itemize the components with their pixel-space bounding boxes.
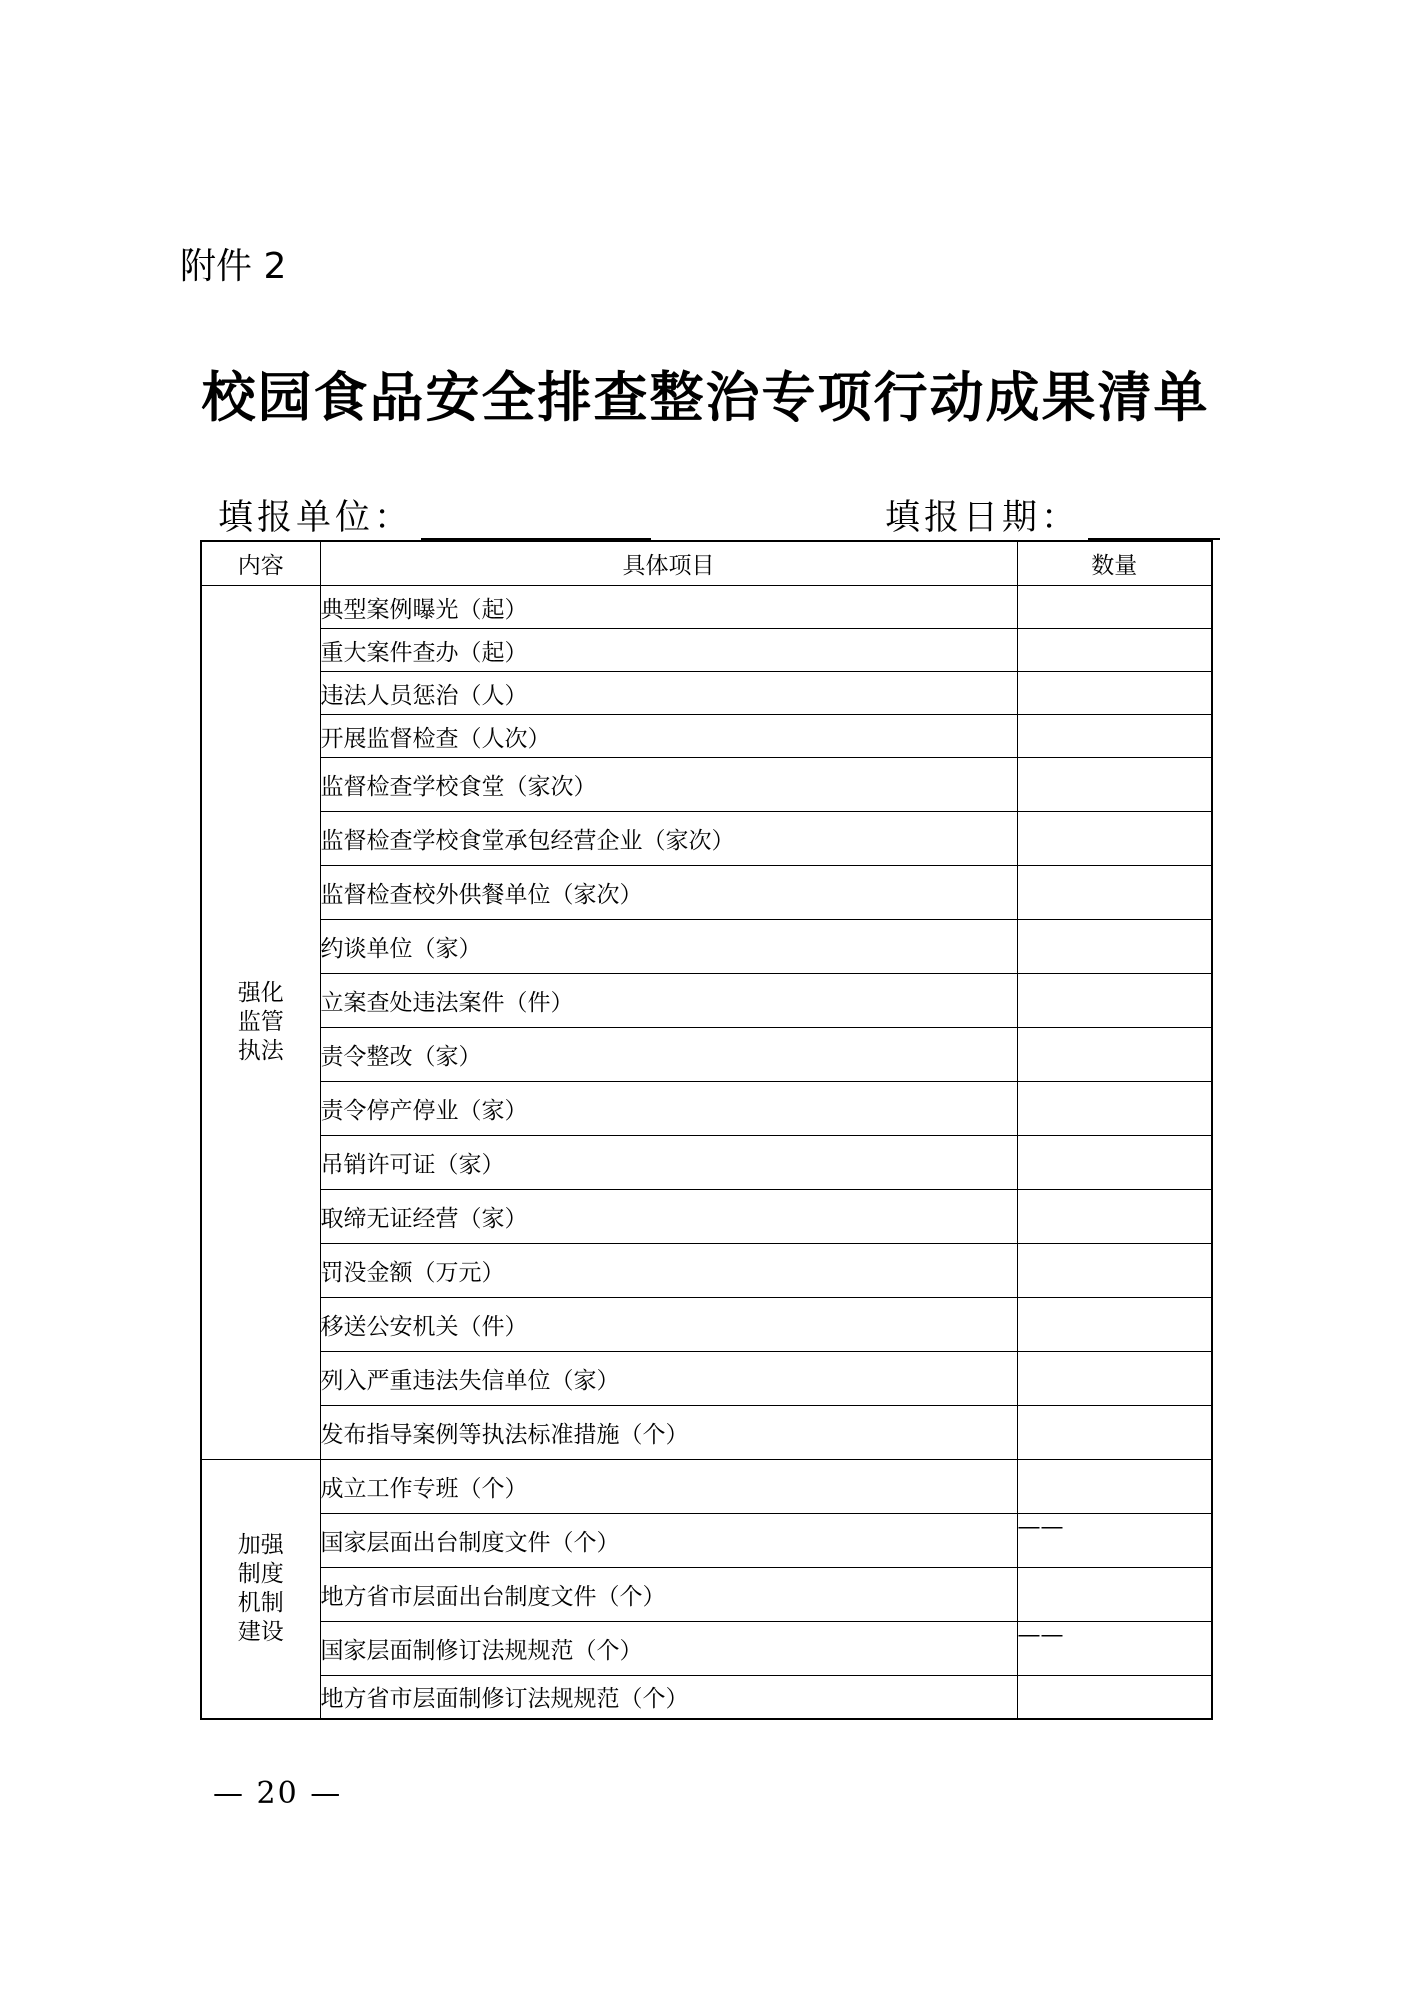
quantity-cell[interactable]: [1017, 1676, 1212, 1719]
result-table: [200, 540, 1213, 1720]
table-row: [201, 758, 1212, 812]
table-row: [201, 1028, 1212, 1082]
fill-unit-blank[interactable]: [421, 498, 651, 540]
item-cell: 国家层面制修订法规规范（个）: [320, 1622, 1017, 1676]
table-row: [201, 1568, 1212, 1622]
quantity-cell[interactable]: [1017, 586, 1212, 629]
quantity-cell[interactable]: [1017, 1460, 1212, 1514]
item-cell: 典型案例曝光（起）: [320, 586, 1017, 629]
item-cell: 列入严重违法失信单位（家）: [320, 1352, 1017, 1406]
table-row: [201, 1352, 1212, 1406]
quantity-cell[interactable]: [1017, 672, 1212, 715]
page-number: — 20 —: [213, 1776, 343, 1811]
item-cell: 立案查处违法案件（件）: [320, 974, 1017, 1028]
table-row: [201, 715, 1212, 758]
header-item: 具体项目: [320, 541, 1017, 586]
quantity-cell[interactable]: [1017, 1082, 1212, 1136]
group-cell: [201, 1460, 320, 1719]
quantity-cell[interactable]: [1017, 1352, 1212, 1406]
fill-date-blank[interactable]: [1088, 498, 1220, 540]
table-row: [201, 1298, 1212, 1352]
quantity-cell[interactable]: [1017, 1190, 1212, 1244]
quantity-cell[interactable]: ——: [1017, 1622, 1212, 1676]
table-row: [201, 866, 1212, 920]
group-label: 加强制度机制建设: [237, 1531, 284, 1645]
table-row: [201, 812, 1212, 866]
quantity-cell[interactable]: [1017, 1028, 1212, 1082]
table-row: [201, 1082, 1212, 1136]
table-row: [201, 1244, 1212, 1298]
table-row: [201, 974, 1212, 1028]
item-cell: 约谈单位（家）: [320, 920, 1017, 974]
quantity-cell[interactable]: [1017, 812, 1212, 866]
item-cell: 国家层面出台制度文件（个）: [320, 1514, 1017, 1568]
table-row: [201, 1406, 1212, 1460]
quantity-cell[interactable]: [1017, 629, 1212, 672]
quantity-cell[interactable]: [1017, 1406, 1212, 1460]
fill-unit-label: 填报单位：: [218, 498, 414, 538]
item-cell: 移送公安机关（件）: [320, 1298, 1017, 1352]
quantity-cell[interactable]: [1017, 1136, 1212, 1190]
quantity-cell[interactable]: [1017, 920, 1212, 974]
header-content: 内容: [201, 541, 320, 586]
quantity-cell[interactable]: [1017, 866, 1212, 920]
item-cell: 责令停产停业（家）: [320, 1082, 1017, 1136]
item-cell: 罚没金额（万元）: [320, 1244, 1017, 1298]
table-row: [201, 1136, 1212, 1190]
item-cell: 开展监督检查（人次）: [320, 715, 1017, 758]
document-title: 校园食品安全排查整治专项行动成果清单: [201, 366, 1210, 429]
fill-date-label: 填报日期：: [885, 498, 1081, 538]
quantity-cell[interactable]: [1017, 974, 1212, 1028]
table-row: [201, 1676, 1212, 1719]
quantity-cell[interactable]: [1017, 1244, 1212, 1298]
item-cell: 取缔无证经营（家）: [320, 1190, 1017, 1244]
header-quantity: 数量: [1017, 541, 1212, 586]
fill-date-field: [885, 490, 1220, 540]
item-cell: 监督检查学校食堂（家次）: [320, 758, 1017, 812]
fill-unit-field: [218, 490, 651, 540]
table-row: [201, 1190, 1212, 1244]
group-label: 强化监管执法: [237, 980, 284, 1064]
item-cell: 监督检查校外供餐单位（家次）: [320, 866, 1017, 920]
table-header-row: [201, 541, 1212, 586]
table-row: [201, 920, 1212, 974]
table-row: [201, 629, 1212, 672]
quantity-cell[interactable]: [1017, 1298, 1212, 1352]
quantity-cell[interactable]: [1017, 758, 1212, 812]
table-row: [201, 1514, 1212, 1568]
table-row: [201, 672, 1212, 715]
attachment-label: 附件 2: [180, 246, 287, 287]
item-cell: 重大案件查办（起）: [320, 629, 1017, 672]
quantity-cell[interactable]: [1017, 715, 1212, 758]
table-body: [201, 586, 1212, 1719]
item-cell: 吊销许可证（家）: [320, 1136, 1017, 1190]
item-cell: 监督检查学校食堂承包经营企业（家次）: [320, 812, 1017, 866]
table-row: [201, 586, 1212, 629]
group-cell: [201, 586, 320, 1460]
item-cell: 违法人员惩治（人）: [320, 672, 1017, 715]
item-cell: 地方省市层面制修订法规规范（个）: [320, 1676, 1017, 1719]
quantity-cell[interactable]: ——: [1017, 1514, 1212, 1568]
item-cell: 发布指导案例等执法标准措施（个）: [320, 1406, 1017, 1460]
table-row: [201, 1622, 1212, 1676]
item-cell: 地方省市层面出台制度文件（个）: [320, 1568, 1017, 1622]
item-cell: 责令整改（家）: [320, 1028, 1017, 1082]
table-row: [201, 1460, 1212, 1514]
quantity-cell[interactable]: [1017, 1568, 1212, 1622]
item-cell: 成立工作专班（个）: [320, 1460, 1017, 1514]
